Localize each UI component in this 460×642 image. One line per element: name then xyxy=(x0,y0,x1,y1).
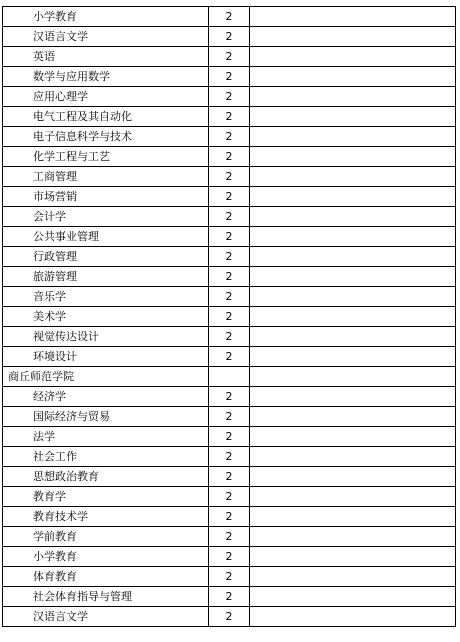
table-row xyxy=(3,167,456,187)
table-row xyxy=(3,467,456,487)
major-name-cell: 体育教育 xyxy=(3,567,209,587)
major-name-cell: 应用心理学 xyxy=(3,87,209,107)
note-cell xyxy=(250,47,456,67)
table-row xyxy=(3,527,456,547)
table-row xyxy=(3,207,456,227)
major-name-cell: 公共事业管理 xyxy=(3,227,209,247)
note-cell xyxy=(250,347,456,367)
note-cell xyxy=(250,167,456,187)
count-cell: 2 xyxy=(209,47,250,67)
major-name-cell: 旅游管理 xyxy=(3,267,209,287)
note-cell xyxy=(250,187,456,207)
count-cell: 2 xyxy=(209,427,250,447)
note-cell xyxy=(250,387,456,407)
major-name-cell: 社会工作 xyxy=(3,447,209,467)
major-name-cell: 法学 xyxy=(3,427,209,447)
major-name-cell: 国际经济与贸易 xyxy=(3,407,209,427)
table-row xyxy=(3,567,456,587)
table-row xyxy=(3,507,456,527)
count-cell: 2 xyxy=(209,567,250,587)
count-cell: 2 xyxy=(209,127,250,147)
count-cell: 2 xyxy=(209,187,250,207)
note-cell xyxy=(250,87,456,107)
count-cell: 2 xyxy=(209,227,250,247)
count-cell: 2 xyxy=(209,347,250,367)
count-cell: 2 xyxy=(209,607,250,627)
table-row xyxy=(3,87,456,107)
note-cell xyxy=(250,547,456,567)
table-row xyxy=(3,587,456,607)
count-cell: 2 xyxy=(209,147,250,167)
note-cell xyxy=(250,427,456,447)
note-cell xyxy=(250,447,456,467)
note-cell xyxy=(250,567,456,587)
table-row xyxy=(3,27,456,47)
table-row xyxy=(3,267,456,287)
note-cell xyxy=(250,607,456,627)
table-row xyxy=(3,147,456,167)
table-row xyxy=(3,547,456,567)
count-cell: 2 xyxy=(209,307,250,327)
table-row xyxy=(3,47,456,67)
note-cell xyxy=(250,467,456,487)
note-cell xyxy=(250,107,456,127)
major-name-cell: 美术学 xyxy=(3,307,209,327)
major-name-cell: 化学工程与工艺 xyxy=(3,147,209,167)
major-name-cell: 小学教育 xyxy=(3,547,209,567)
count-cell: 2 xyxy=(209,287,250,307)
count-cell: 2 xyxy=(209,547,250,567)
major-name-cell: 学前教育 xyxy=(3,527,209,547)
table-body xyxy=(3,7,456,627)
note-cell xyxy=(250,27,456,47)
note-cell xyxy=(250,327,456,347)
major-name-cell: 工商管理 xyxy=(3,167,209,187)
major-name-cell: 汉语言文学 xyxy=(3,607,209,627)
count-cell: 2 xyxy=(209,67,250,87)
table-row xyxy=(3,247,456,267)
note-cell xyxy=(250,227,456,247)
table-row xyxy=(3,347,456,367)
count-cell: 2 xyxy=(209,507,250,527)
note-cell xyxy=(250,247,456,267)
note-cell xyxy=(250,307,456,327)
major-name-cell: 汉语言文学 xyxy=(3,27,209,47)
note-cell xyxy=(250,287,456,307)
major-name-cell: 音乐学 xyxy=(3,287,209,307)
count-cell: 2 xyxy=(209,167,250,187)
note-cell xyxy=(250,207,456,227)
major-name-cell: 社会体育指导与管理 xyxy=(3,587,209,607)
table-row xyxy=(3,607,456,627)
major-name-cell: 环境设计 xyxy=(3,347,209,367)
count-cell: 2 xyxy=(209,7,250,27)
count-cell: 2 xyxy=(209,407,250,427)
major-name-cell: 行政管理 xyxy=(3,247,209,267)
count-cell: 2 xyxy=(209,467,250,487)
table-row xyxy=(3,487,456,507)
table-row xyxy=(3,327,456,347)
count-cell: 2 xyxy=(209,27,250,47)
enrollment-table xyxy=(2,6,456,627)
count-cell: 2 xyxy=(209,387,250,407)
note-cell xyxy=(250,367,456,387)
count-cell: 2 xyxy=(209,107,250,127)
note-cell xyxy=(250,587,456,607)
count-cell: 2 xyxy=(209,267,250,287)
count-cell: 2 xyxy=(209,327,250,347)
major-name-cell: 思想政治教育 xyxy=(3,467,209,487)
table-row xyxy=(3,387,456,407)
major-name-cell: 视觉传达设计 xyxy=(3,327,209,347)
count-cell: 2 xyxy=(209,207,250,227)
table-row xyxy=(3,407,456,427)
note-cell xyxy=(250,487,456,507)
table-row xyxy=(3,427,456,447)
major-name-cell: 英语 xyxy=(3,47,209,67)
major-name-cell: 电子信息科学与技术 xyxy=(3,127,209,147)
table-row xyxy=(3,107,456,127)
note-cell xyxy=(250,67,456,87)
count-cell: 2 xyxy=(209,587,250,607)
school-name-cell: 商丘师范学院 xyxy=(3,367,209,387)
major-name-cell: 教育学 xyxy=(3,487,209,507)
major-name-cell: 小学教育 xyxy=(3,7,209,27)
table-row xyxy=(3,67,456,87)
note-cell xyxy=(250,147,456,167)
count-cell: 2 xyxy=(209,447,250,467)
count-cell: 2 xyxy=(209,487,250,507)
table-row xyxy=(3,127,456,147)
group-row xyxy=(3,367,456,387)
table-row xyxy=(3,447,456,467)
note-cell xyxy=(250,507,456,527)
note-cell xyxy=(250,407,456,427)
note-cell xyxy=(250,7,456,27)
table-row xyxy=(3,187,456,207)
count-cell: 2 xyxy=(209,527,250,547)
major-name-cell: 会计学 xyxy=(3,207,209,227)
table-row xyxy=(3,287,456,307)
major-name-cell: 教育技术学 xyxy=(3,507,209,527)
note-cell xyxy=(250,527,456,547)
major-name-cell: 经济学 xyxy=(3,387,209,407)
note-cell xyxy=(250,127,456,147)
major-name-cell: 电气工程及其自动化 xyxy=(3,107,209,127)
major-name-cell: 市场营销 xyxy=(3,187,209,207)
table-row xyxy=(3,227,456,247)
major-name-cell: 数学与应用数学 xyxy=(3,67,209,87)
table-row xyxy=(3,307,456,327)
count-cell: 2 xyxy=(209,87,250,107)
table-row xyxy=(3,7,456,27)
count-cell xyxy=(209,367,250,387)
note-cell xyxy=(250,267,456,287)
count-cell: 2 xyxy=(209,247,250,267)
